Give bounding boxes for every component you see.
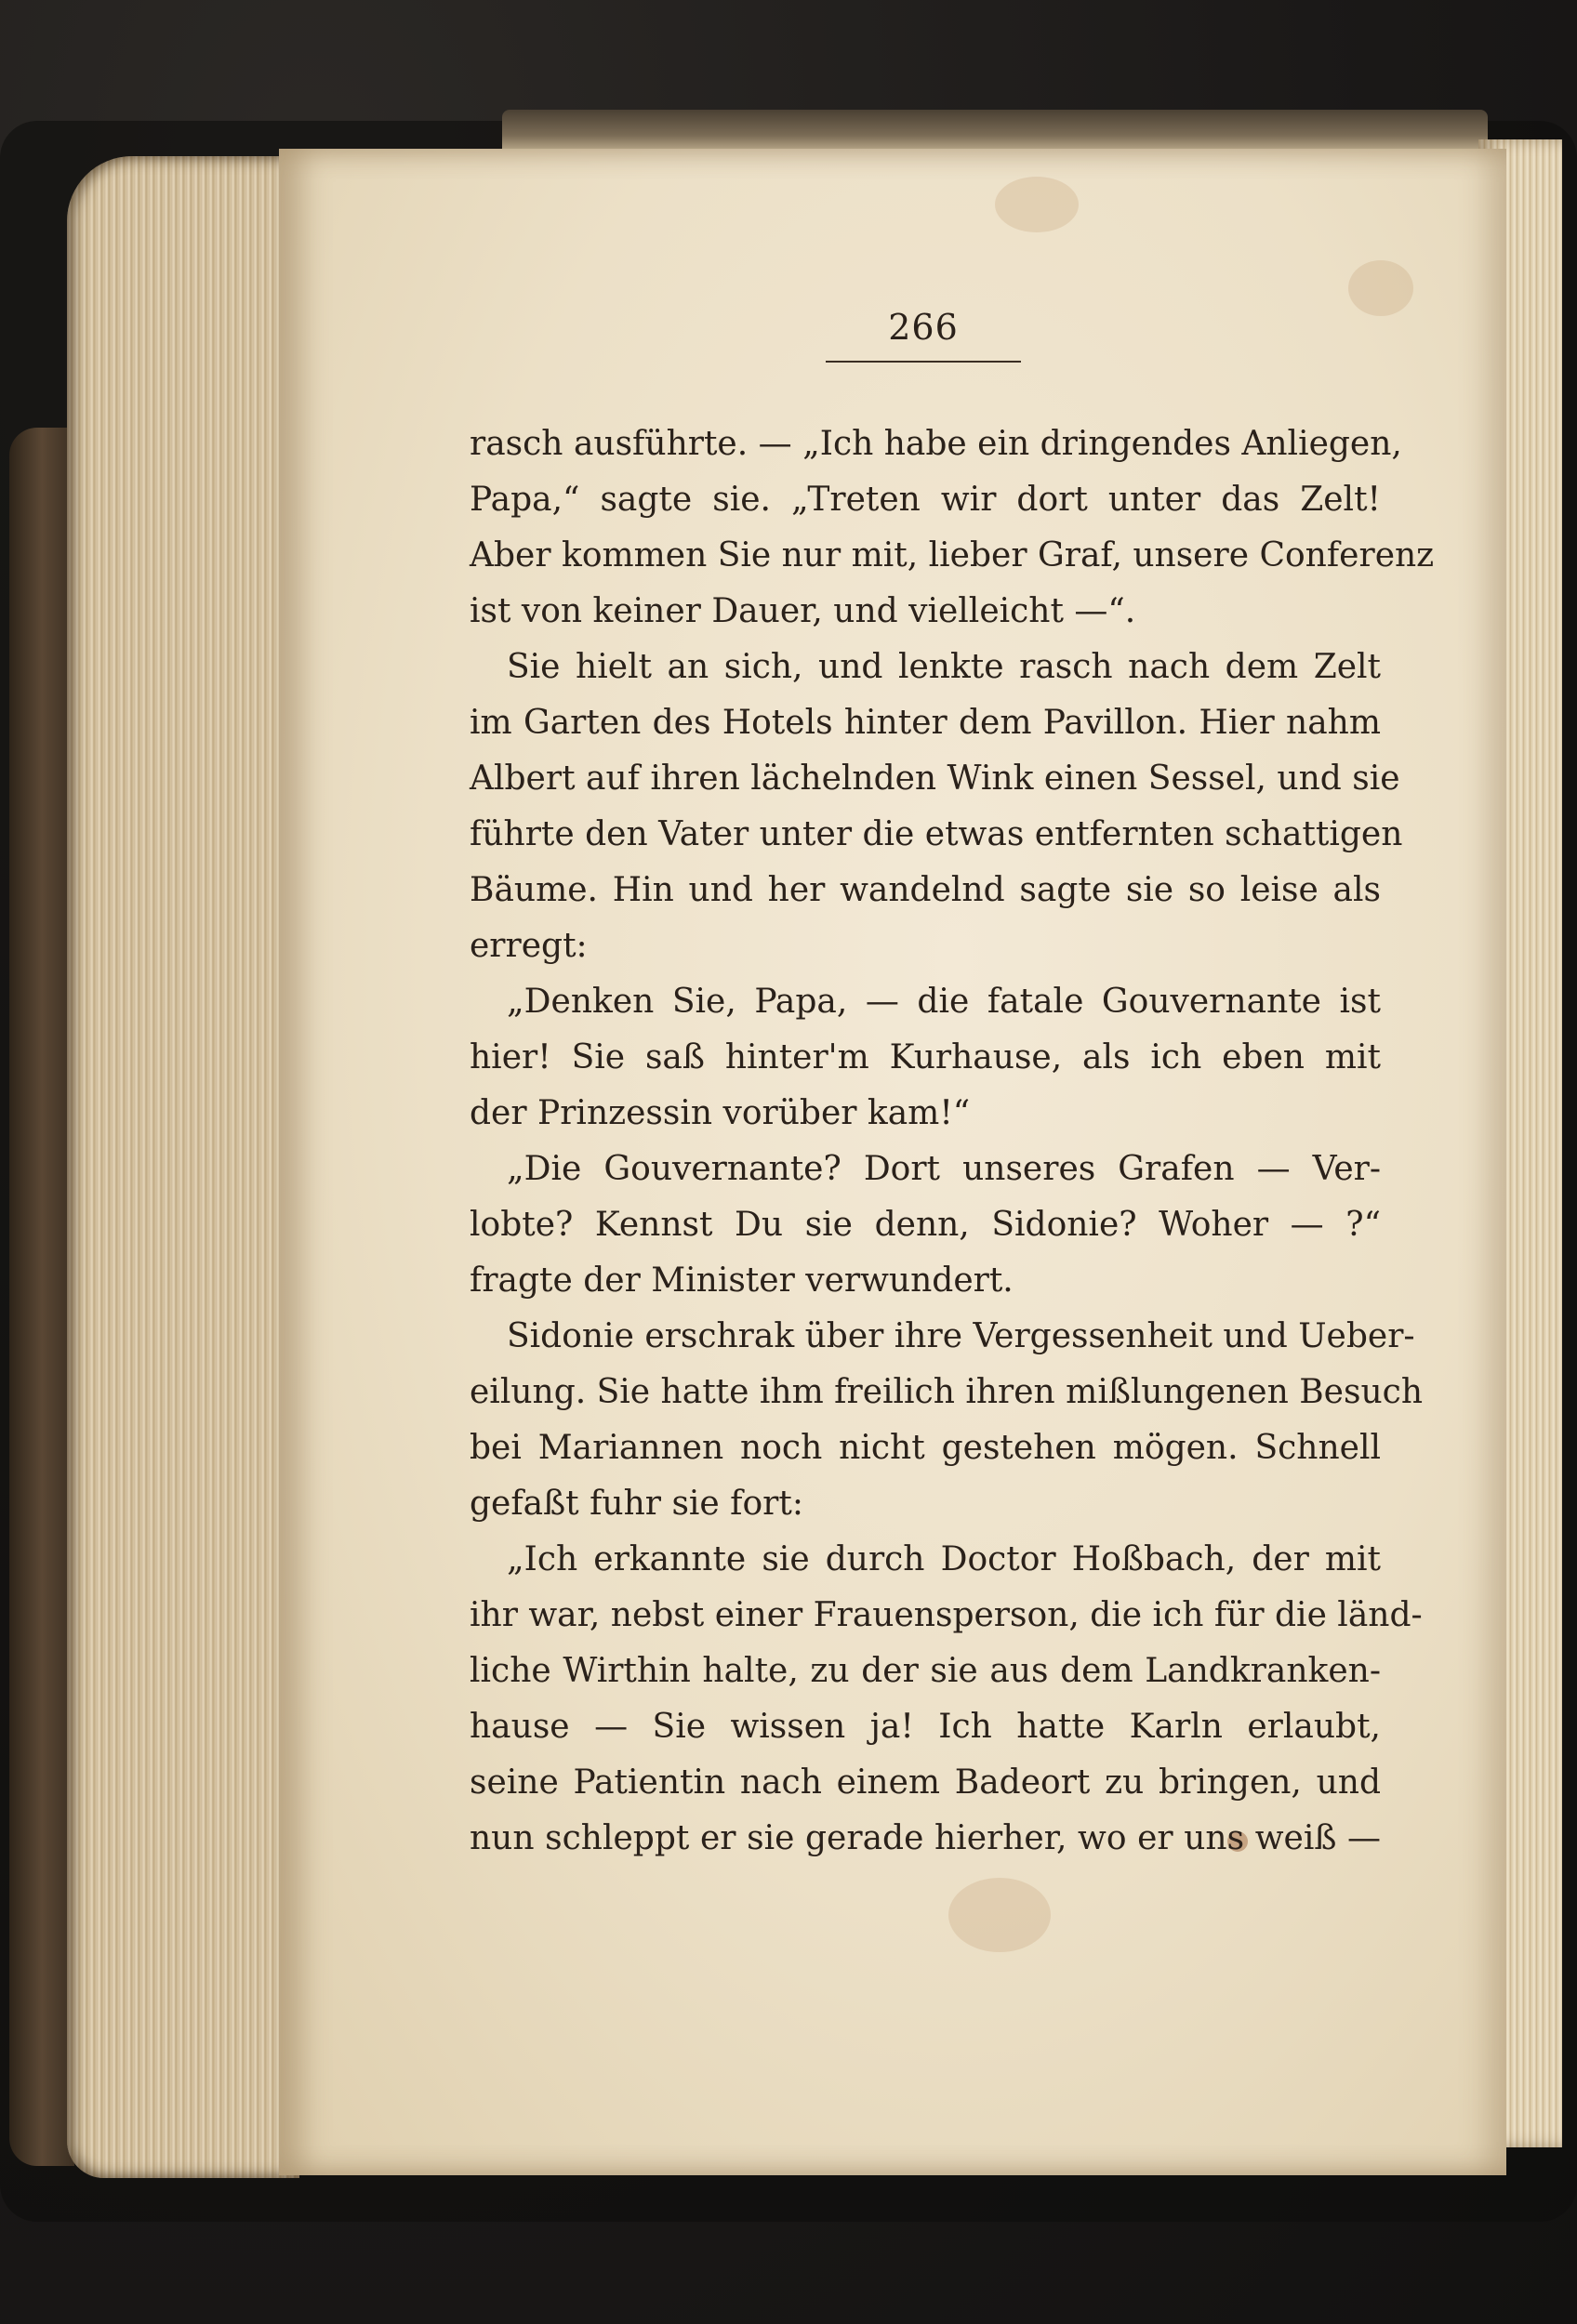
text-line: nun schleppt er sie gerade hierher, wo er uns weiß — (470, 1819, 1381, 1857)
text-line: bei Mariannen noch nicht gestehen mögen. Schnell (470, 1429, 1381, 1467)
text-line: erregt: (470, 927, 588, 965)
text-line: der Prinzessin vorüber kam!“ (470, 1094, 971, 1132)
text-line: Bäume. Hin und her wandelnd sagte sie so leise als (470, 871, 1381, 909)
text-line: im Garten des Hotels hinter dem Pavillon. Hier nahm (470, 704, 1381, 742)
text-line: eilung. Sie hatte ihm freilich ihren mißlungenen Besuch (470, 1373, 1423, 1411)
paper-stain (995, 177, 1079, 232)
text-line: lobte? Kennst Du sie denn, Sidonie? Woher — ?“ (470, 1206, 1381, 1244)
text-line: „Ich erkannte sie durch Doctor Hoßbach, der mit (507, 1540, 1381, 1578)
paper-stain (1348, 260, 1413, 316)
text-line: „Denken Sie, Papa, — die fatale Gouvernante ist (507, 983, 1381, 1021)
text-line: liche Wirthin halte, zu der sie aus dem Landkranken- (470, 1652, 1381, 1690)
page-number-rule (826, 361, 1021, 363)
text-line: Albert auf ihren lächelnden Wink einen Sessel, und sie (470, 759, 1400, 798)
text-line: fragte der Minister verwundert. (470, 1261, 1014, 1300)
text-line: Sidonie erschrak über ihre Vergessenheit und Ueber- (507, 1317, 1415, 1355)
page-edges-left (67, 156, 299, 2178)
text-line: Aber kommen Sie nur mit, lieber Graf, unsere Conferenz (470, 536, 1435, 574)
text-line: ihr war, nebst einer Frauensperson, die ich für die länd- (470, 1596, 1423, 1634)
book-cover-edge (9, 428, 74, 2166)
text-line: hause — Sie wissen ja! Ich hatte Karln erlaubt, (470, 1708, 1381, 1746)
text-line: rasch ausführte. — „Ich habe ein dringendes Anliegen, (470, 425, 1402, 463)
text-line: gefaßt fuhr sie fort: (470, 1485, 803, 1523)
text-line: „Die Gouvernante? Dort unseres Grafen — Ver- (507, 1150, 1381, 1188)
text-line: hier! Sie saß hinter'm Kurhause, als ich eben mit (470, 1038, 1381, 1076)
text-line: ist von keiner Dauer, und vielleicht —“. (470, 592, 1136, 630)
text-line: Sie hielt an sich, und lenkte rasch nach dem Zelt (507, 648, 1381, 686)
book-headband (502, 110, 1488, 152)
page-number: 266 (888, 307, 959, 348)
text-line: seine Patientin nach einem Badeort zu bringen, und (470, 1763, 1381, 1802)
text-line: Papa,“ sagte sie. „Treten wir dort unter das Zelt! (470, 481, 1381, 519)
paper-stain (948, 1878, 1051, 1952)
text-line: führte den Vater unter die etwas entfernten schattigen (470, 815, 1403, 853)
